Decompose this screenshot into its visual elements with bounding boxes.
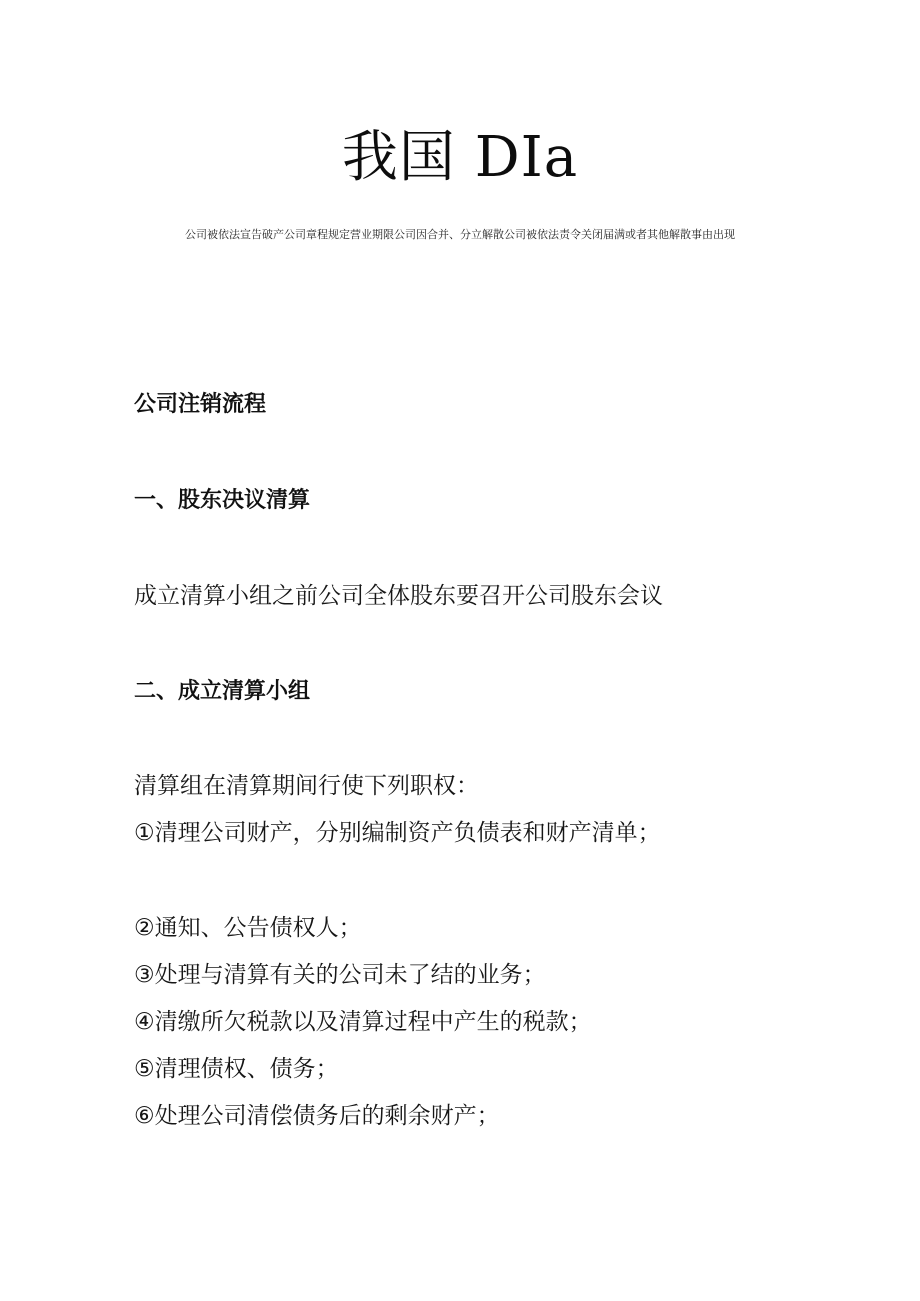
- list-item: ③处理与清算有关的公司未了结的业务；: [134, 962, 546, 988]
- step1-heading: 一、股东决议清算: [134, 488, 311, 513]
- list-item: ②通知、公告债权人；: [134, 915, 362, 941]
- spacer: [134, 864, 834, 912]
- document-subtitle: 公司被依法宣告破产公司章程规定营业期限公司因合并、分立解散公司被依法责令关闭届满或者其他解散事由出现: [185, 228, 735, 241]
- document-title: 我国 DIa: [341, 125, 579, 190]
- list-item: ⑤清理债权、债务；: [134, 1056, 339, 1082]
- step1-text: 成立清算小组之前公司全体股东要召开公司股东会议: [134, 583, 663, 609]
- step2-heading: 二、成立清算小组: [134, 679, 311, 704]
- step2-duties-list: [134, 770, 834, 1147]
- section-label: 公司注销流程: [134, 392, 267, 417]
- list-item: ④清缴所欠税款以及清算过程中产生的税款；: [134, 1009, 592, 1035]
- list-item: ①清理公司财产，分别编制资产负债表和财产清单；: [134, 820, 661, 846]
- list-item: ⑥处理公司清偿债务后的剩余财产；: [134, 1103, 500, 1129]
- step2-intro: 清算组在清算期间行使下列职权：: [134, 773, 479, 799]
